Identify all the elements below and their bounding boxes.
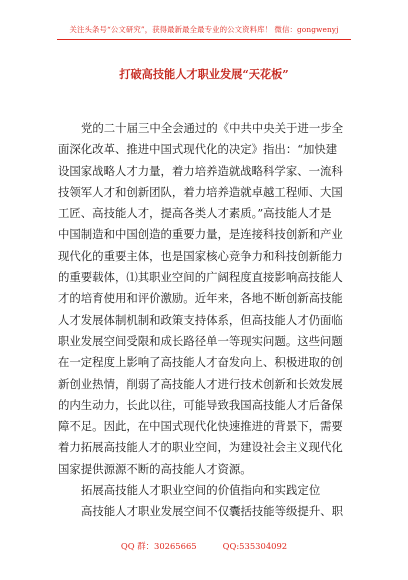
paragraph-line: 技领军人才和创新团队，着力培养造就卓越工程师、大国 (58, 184, 343, 199)
paragraph-line: 新创业热情，削弱了高技能人才进行技术创新和长效发展 (58, 376, 343, 391)
paragraph-line: 现代化的重要主体，也是国家核心竞争力和科技创新能力 (58, 248, 343, 263)
paragraph-line: 的内生动力，长此以往，可能导致我国高技能人才后备保 (58, 397, 343, 412)
paragraph-line: 国家提供源源不断的高技能人才资源。 (58, 461, 252, 476)
paragraph-line: 才的培育使用和评价激励。近年来，各地不断创新高技能 (58, 291, 343, 306)
paragraph-line: 的重要载体，⑴其职业空间的广阔程度直接影响高技能人 (58, 270, 343, 285)
qq-group-label: QQ 群：30265665 (120, 541, 197, 551)
header-divider (57, 39, 351, 40)
paragraph-line: 面深化改革、推进中国式现代化的决定》指出：“加快建 (58, 142, 338, 157)
paragraph-line: 障不足。因此，在中国式现代化快速推进的背景下，需要 (58, 419, 343, 434)
paragraph-line: 职业发展空间受限和成长路径单一等现实问题。这些问题 (58, 333, 343, 348)
paragraph-line: 在一定程度上影响了高技能人才奋发向上、积极进取的创 (58, 355, 343, 370)
section-heading: 拓展高技能人才职业空间的价值指向和实践定位 (81, 483, 321, 498)
paragraph-line: 设国家战略人才力量，着力培养造就战略科学家、一流科 (58, 163, 343, 178)
paragraph-line: 人才发展体制机制和政策支持体系，但高技能人才仍面临 (58, 312, 343, 327)
paragraph-line: 党的二十届三中全会通过的《中共中央关于进一步全 (81, 121, 343, 135)
paragraph-line: 中国制造和中国创造的重要力量，是连接科技创新和产业 (58, 227, 343, 242)
paragraph-line: 高技能人才职业发展空间不仅囊括技能等级提升、职 (81, 504, 343, 519)
footer-contact (0, 540, 408, 552)
paragraph-line: 工匠、高技能人才，提高各类人才素质。”高技能人才是 (58, 206, 332, 221)
paragraph-line: 着力拓展高技能人才的职业空间，为建设社会主义现代化 (58, 440, 343, 455)
document-body (58, 118, 352, 523)
header-note: 关注头条号“公文研究”，获得最新最全最专业的公文资料库！ 微信：gongwenyj (69, 25, 339, 34)
qq-label: QQ:535304092 (222, 541, 288, 551)
document-title: 打破高技能人才职业发展“天花板” (119, 67, 289, 81)
